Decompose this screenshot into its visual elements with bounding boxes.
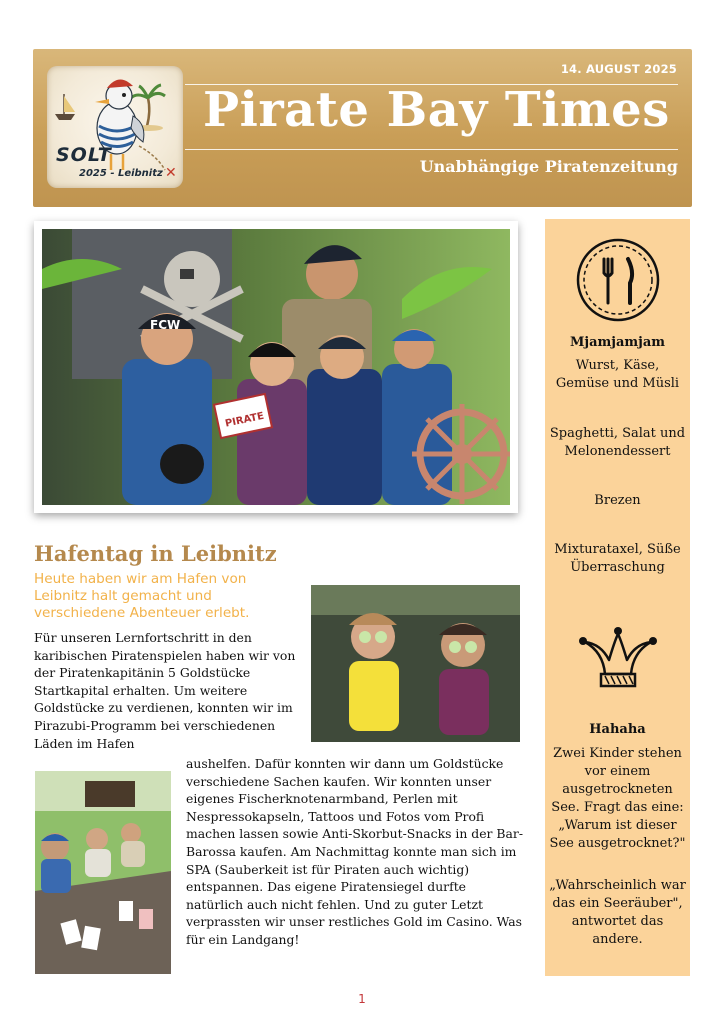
main-group-photo bbox=[34, 221, 518, 513]
article-title: Hafentag in Leibnitz bbox=[34, 541, 277, 566]
menu-heading: Mjamjamjam bbox=[569, 335, 666, 350]
article-body-part-2: aushelfen. Dafür konnten wir dann um Goldstücke verschiedene Sachen kaufen. Wir konnten unser eigenes Fischerknotenarmband, Perlen mit Nespressokapseln, Tattoos und Fotos vom Profi machen lassen sowie Anti-Skorbut-Snacks in der Bar-Barossa kaufen. Am Nachmittag konnte man sich im SPA (Sauberkeit ist für Piraten auch wichtig) entspannen. Das eigene Piratensiegel durfte natürlich auch nicht fehlen. Und zu guter Letzt verprassten wir unser restliches Gold im Casino. Was für ein Landgang! bbox=[186, 756, 524, 947]
joke-punchline: „Wahrscheinlich war das ein Seeräuber", antwortet das andere. bbox=[549, 878, 686, 947]
joke-text: Zwei Kinder stehen vor einem ausgetrockneten See. Fragt das eine: „Warum ist dieser See ausgetrocknet?" bbox=[549, 746, 686, 851]
menu-item: Wurst, Käse, Gemüse und Müsli bbox=[555, 358, 680, 391]
sidebar bbox=[545, 219, 690, 976]
spa-photo bbox=[311, 585, 520, 742]
fork-knife-plate-icon bbox=[575, 237, 661, 323]
article-lead: Heute haben wir am Hafen von Leibnitz halt gemacht und verschiedene Abenteuer erlebt. bbox=[34, 571, 250, 621]
logo-text-solt: SOLT bbox=[56, 144, 112, 166]
menu-item: Spaghetti, Salat und Melonendessert bbox=[549, 426, 686, 459]
newspaper-subtitle: Unabhängige Piratenzeitung bbox=[419, 157, 678, 176]
photo-sign-text: PIRATE bbox=[224, 410, 266, 430]
spa-kids-photo bbox=[311, 585, 520, 742]
newspaper-title: Pirate Bay Times bbox=[203, 82, 670, 138]
page-number: 1 bbox=[358, 992, 366, 1006]
article-body-part-1: Für unseren Lernfortschritt in den karibischen Piratenspielen haben wir von der Piratenkapitänin 5 Goldstücke Startkapital erhalten. Um weitere Goldstücke zu verdienen, konnten wir im Pirazubi-Programm bei verschiedenen Läden im Hafen bbox=[34, 630, 296, 751]
kids-cards-photo bbox=[35, 771, 171, 974]
title-rule-bottom bbox=[185, 149, 678, 150]
pirate-kids-photo bbox=[42, 229, 510, 505]
issue-date: 14. AUGUST 2025 bbox=[560, 62, 677, 76]
joke-heading: Hahaha bbox=[589, 722, 646, 737]
card-game-photo bbox=[35, 771, 171, 974]
logo-x-mark: ✕ bbox=[165, 165, 177, 181]
photo-cap-text: FCW bbox=[150, 318, 181, 332]
logo-text-year: 2025 - Leibnitz bbox=[79, 168, 163, 179]
camp-logo bbox=[47, 66, 183, 188]
jester-hat-icon bbox=[575, 624, 661, 694]
menu-item: Brezen bbox=[594, 493, 641, 508]
menu-item: Mixturataxel, Süße Überraschung bbox=[554, 542, 681, 575]
masthead-banner bbox=[33, 49, 692, 207]
